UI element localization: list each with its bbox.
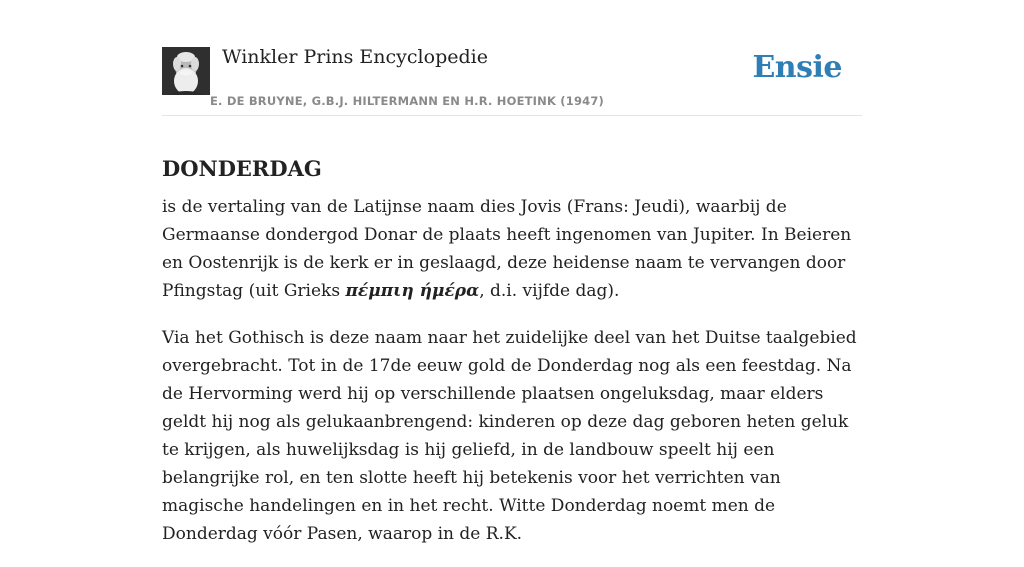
paragraph-1 — [162, 193, 862, 305]
paragraph-2: Via het Gothisch is deze naam naar het zuidelijke deel van het Duitse taalgebied overgebracht. Tot in de 17de eeuw gold de Donderdag nog als een feestdag. Na de Hervorming werd hij op verschillende plaatsen ongeluksdag, maar elders geldt hij nog als gelukaanbrengend: kinderen op deze dag geboren heten geluk te krijgen, als huwelijksdag is hij geliefd, in de landbouw speelt hij een belangrijke rol, en ten slotte heeft hij betekenis voor het verrichten van magische handelingen en in het recht. Witte Donderdag noemt men de Donderdag vóór Pasen, waarop in de R.K. — [162, 328, 857, 544]
paragraph-1-text: is de vertaling van de Latijnse naam dies Jovis (Frans: Jeudi), waarbij de Germaanse dondergod Donar de plaats heeft ingenomen van Jupiter. In Beieren en Oostenrijk is de kerk er in geslaagd, deze heidense naam te vervangen door Pfingstag (uit Grieks — [162, 197, 852, 301]
greek-term: πέμπιη ήμέρα — [345, 281, 480, 301]
publication-header — [162, 0, 862, 116]
ensie-logo[interactable]: Ensie — [752, 50, 842, 85]
article-page — [162, 0, 862, 544]
author-portrait-icon[interactable] — [162, 47, 210, 95]
article-headword: DONDERDAG — [162, 156, 322, 182]
article-body — [162, 193, 862, 567]
publication-title[interactable]: Winkler Prins Encyclopedie — [222, 46, 488, 68]
authors-line: E. DE BRUYNE, G.B.J. HILTERMANN EN H.R. HOETINK (1947) — [210, 94, 605, 108]
paragraph-1-tail: , d.i. vijfde dag). — [479, 281, 620, 301]
